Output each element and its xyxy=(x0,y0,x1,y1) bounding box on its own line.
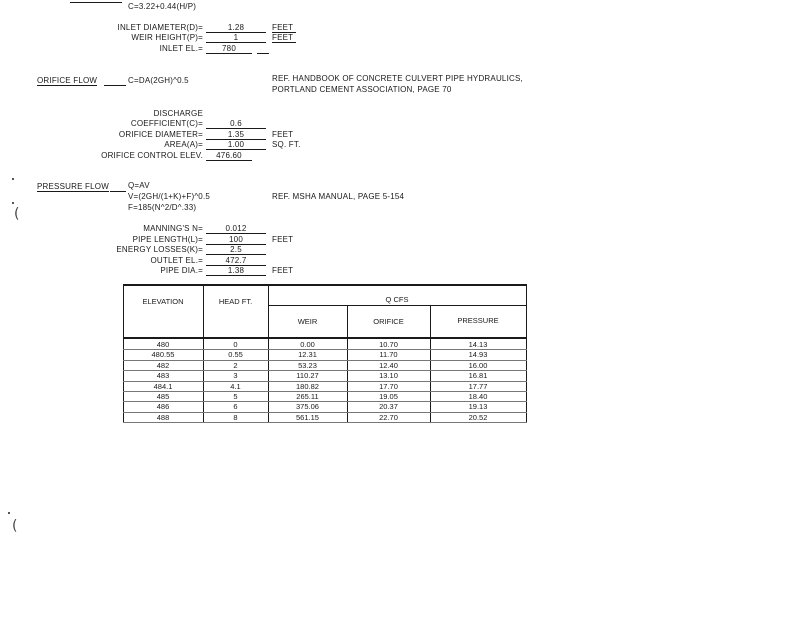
pressure-formula-q: Q=AV xyxy=(128,181,150,190)
col-header-head: HEAD FT. xyxy=(218,297,253,306)
cell-orifice: 13.10 xyxy=(379,371,398,381)
cell-head: 6 xyxy=(233,402,238,412)
pressure-formula-f: F=185(N^2/D^.33) xyxy=(128,203,197,212)
margin-dot xyxy=(12,202,14,204)
cell-elev: 483 xyxy=(156,371,170,381)
inlet-diameter-value: 1.28 xyxy=(206,23,266,33)
outlet-el-label: OUTLET EL.= xyxy=(150,256,203,265)
weir-height-unit: FEET xyxy=(272,33,296,43)
cell-elev: 480 xyxy=(156,340,170,349)
col-header-elevation: ELEVATION xyxy=(142,297,184,306)
pressure-formula-v: V=(2GH/(1+K)+F)^0.5 xyxy=(128,192,211,201)
col-header-orifice: ORIFICE xyxy=(373,317,404,326)
cell-orifice: 17.70 xyxy=(379,381,398,391)
cell-head: 8 xyxy=(233,412,238,422)
cell-head: 2 xyxy=(233,360,238,370)
cell-pressure: 14.13 xyxy=(468,340,488,349)
inlet-el-value: 780 xyxy=(206,44,252,54)
pipe-dia-value: 1.38 xyxy=(206,266,266,276)
weir-height-label: WEIR HEIGHT(P)= xyxy=(131,33,203,42)
cell-head: 5 xyxy=(233,392,238,401)
cell-pressure: 14.93 xyxy=(468,350,488,360)
cell-head: 4.1 xyxy=(230,381,241,391)
cell-head: 3 xyxy=(233,371,238,381)
area-label: AREA(A)= xyxy=(164,140,203,149)
cell-weir: 375.06 xyxy=(296,402,319,412)
cell-weir: 265.11 xyxy=(296,392,319,401)
binding-hole-mark: ( xyxy=(14,206,20,222)
cell-pressure: 16.00 xyxy=(468,360,488,370)
orifice-control-elev-label: ORIFICE CONTROL ELEV. xyxy=(101,151,203,160)
cell-orifice: 10.70 xyxy=(379,340,398,349)
discharge-label: DISCHARGE xyxy=(153,109,203,118)
top-rule xyxy=(70,2,122,3)
pressure-title-rule xyxy=(110,191,126,192)
cell-orifice: 12.40 xyxy=(379,360,398,370)
cell-orifice: 11.70 xyxy=(379,350,398,360)
cell-elev: 484.1 xyxy=(153,381,173,391)
inlet-el-label: INLET EL.= xyxy=(159,44,203,53)
energy-losses-value: 2.5 xyxy=(206,245,266,255)
orifice-diameter-value: 1.35 xyxy=(206,130,266,140)
area-unit: SQ. FT. xyxy=(272,140,301,149)
col-header-weir: WEIR xyxy=(297,317,318,326)
orifice-diameter-label: ORIFICE DIAMETER= xyxy=(118,130,203,139)
orifice-diameter-unit: FEET xyxy=(272,130,294,139)
cell-head: 0.55 xyxy=(228,350,243,360)
cell-orifice: 20.37 xyxy=(379,402,398,412)
table-group-rule xyxy=(268,305,527,306)
cell-orifice: 22.70 xyxy=(379,412,398,422)
inlet-diameter-label: INLET DIAMETER(D)= xyxy=(117,23,203,32)
orifice-title-rule xyxy=(104,85,126,86)
cell-weir: 561.15 xyxy=(296,412,319,422)
pipe-length-unit: FEET xyxy=(272,235,294,244)
pipe-length-label: PIPE LENGTH(L)= xyxy=(132,235,203,244)
cell-elev: 480.55 xyxy=(151,350,175,360)
orifice-reference-line1: REF. HANDBOOK OF CONCRETE CULVERT PIPE HYDRAULICS, xyxy=(272,74,523,83)
cell-weir: 53.23 xyxy=(298,360,317,370)
orifice-reference-line2: PORTLAND CEMENT ASSOCIATION, PAGE 70 xyxy=(272,85,452,94)
col-header-pressure: PRESSURE xyxy=(457,316,499,325)
binding-hole-mark: ( xyxy=(12,518,18,534)
area-value: 1.00 xyxy=(206,140,266,150)
cell-pressure: 16.81 xyxy=(468,371,488,381)
pressure-title: PRESSURE FLOW xyxy=(37,182,109,191)
weir-formula: C=3.22+0.44(H/P) xyxy=(128,2,197,11)
cell-elev: 488 xyxy=(156,412,170,422)
col-group-q-cfs: Q CFS xyxy=(385,295,409,304)
coefficient-value: 0.6 xyxy=(206,119,266,129)
inlet-el-unit-rule xyxy=(257,53,269,54)
pipe-length-value: 100 xyxy=(206,235,266,245)
margin-dot xyxy=(8,512,10,514)
cell-weir: 0.00 xyxy=(300,340,315,349)
cell-weir: 180.82 xyxy=(296,381,319,391)
orifice-formula: C=DA(2GH)^0.5 xyxy=(128,76,189,85)
cell-elev: 486 xyxy=(156,402,170,412)
cell-pressure: 19.13 xyxy=(468,402,488,412)
cell-pressure: 17.77 xyxy=(468,381,488,391)
mannings-n-label: MANNING'S N= xyxy=(143,224,203,233)
cell-orifice: 19.05 xyxy=(379,392,398,401)
orifice-control-elev-value: 476.60 xyxy=(206,151,252,161)
inlet-diameter-unit: FEET xyxy=(272,23,296,33)
mannings-n-value: 0.012 xyxy=(206,224,266,234)
pipe-dia-unit: FEET xyxy=(272,266,294,275)
cell-weir: 12.31 xyxy=(298,350,317,360)
pipe-dia-label: PIPE DIA.= xyxy=(160,266,203,275)
cell-weir: 110.27 xyxy=(296,371,319,381)
table-header-border xyxy=(123,337,527,339)
cell-elev: 482 xyxy=(156,360,170,370)
energy-losses-label: ENERGY LOSSES(K)= xyxy=(116,245,203,254)
margin-dot xyxy=(12,178,14,180)
orifice-title: ORIFICE FLOW xyxy=(37,76,98,85)
table-top-border xyxy=(123,284,527,286)
pressure-reference: REF. MSHA MANUAL, PAGE 5-154 xyxy=(272,192,405,201)
cell-elev: 485 xyxy=(156,392,170,401)
cell-pressure: 18.40 xyxy=(468,392,488,401)
weir-height-value: 1 xyxy=(206,33,266,43)
cell-pressure: 20.52 xyxy=(468,412,488,422)
outlet-el-value: 472.7 xyxy=(206,256,266,266)
cell-head: 0 xyxy=(233,340,238,349)
coefficient-label: COEFFICIENT(C)= xyxy=(130,119,203,128)
row-rule xyxy=(123,422,527,423)
